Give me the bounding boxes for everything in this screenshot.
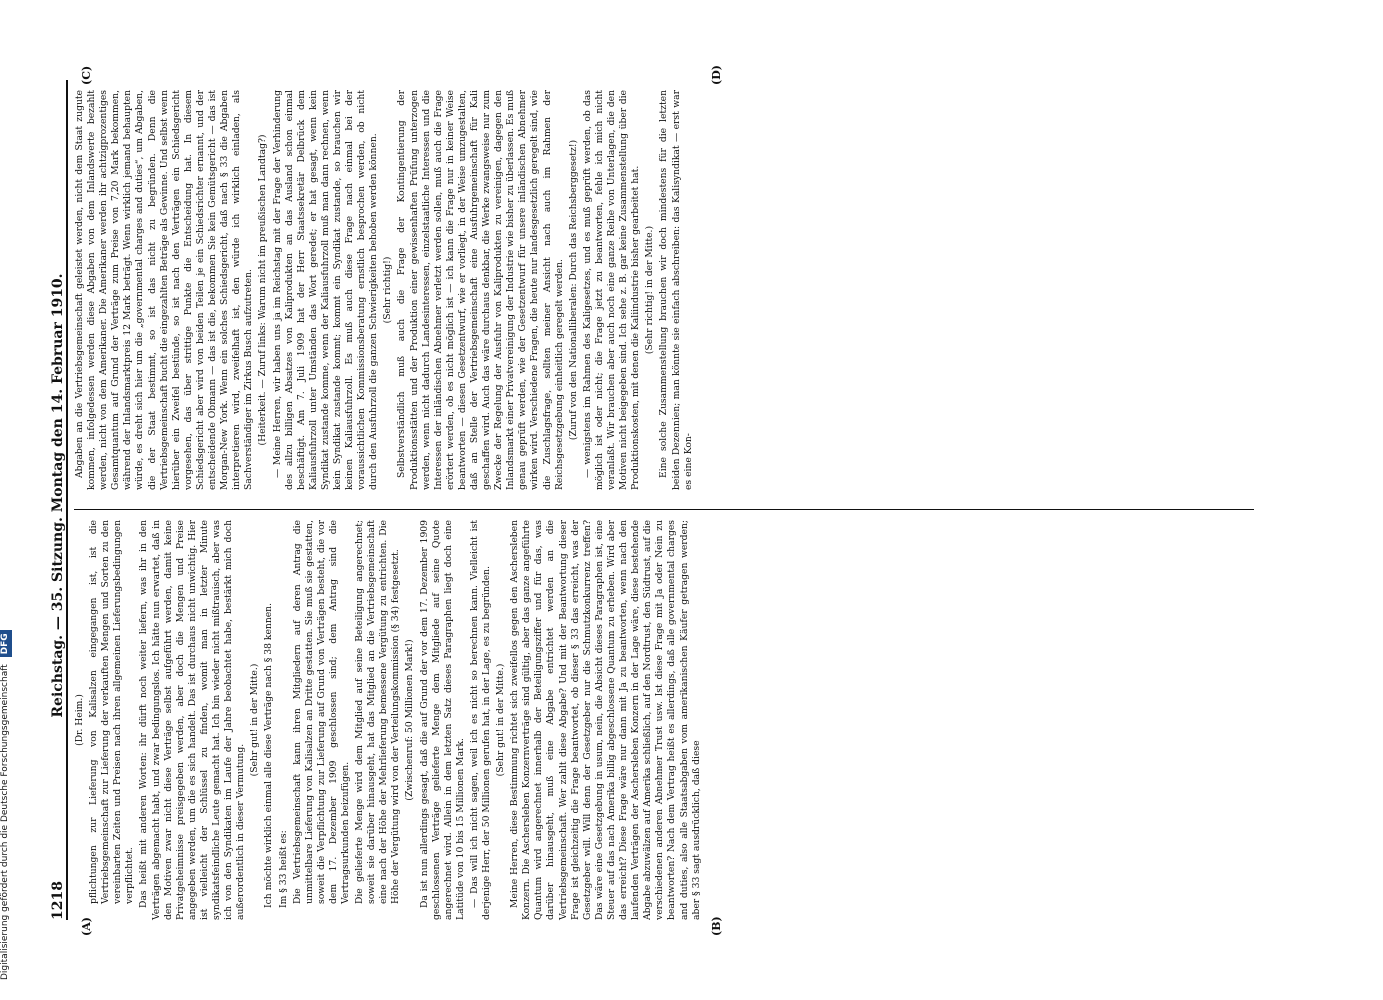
- interjection: (Zwischenruf: 50 Millionen Mark!): [404, 639, 416, 801]
- interjection: (Sehr richtig!): [382, 256, 394, 324]
- margin-letter-a: (A): [80, 917, 93, 936]
- body-paragraph: Das heißt mit anderen Worten: ihr dürft noch weiter liefern, was ihr in den Verträgen abgemacht habt, und zwar bedingungslos. Ich hätte nun erwartet, daß in den Motiven zwar nicht diese Verträge selbst aufgeführt werden, damit keine Privatgeheimnisse preisgegeben werden, aber doch die Mengen und Preise angegeben werden, um die es sich handelt. Das ist durchaus nicht unwichtig. Hier ist vielleicht der Schlüssel zu finden, womit man in letzter Minute syndikatsfeindliche Leute gemacht hat. Ich bin wieder nicht mißtrauisch, aber was ich von den Syndikaten im Laufe der Jahre beobachtet habe, bestärkt mich doch außerordentlich in dieser Vermutung.: [138, 520, 247, 920]
- interjection: (Sehr gut! in der Mitte.): [249, 663, 261, 777]
- margin-letter-b: (B): [710, 916, 723, 936]
- body-paragraph: Eine solche Zusammenstellung brauchen wir doch mindestens für die letzten beiden Dezennien; man könnte sie einfach abschreiben: das Kalisyndikat — erst war es eine Kon-: [658, 90, 694, 490]
- column-divider: [74, 509, 1254, 510]
- body-paragraph: — Meine Herren, wir haben uns ja im Reichstag mit der Frage der Verhinderung des allzu billigen Absatzes von Kaliprodukten an das Ausland schon einmal beschäftigt. Am 7. Juli 1909 hat der Herr Staatssekretär Delbrück dem Kaliausfuhrzoll unter Umständen das Wort geredet; er hat gesagt, wenn kein Syndikat zustande komme, wenn der Kaliausfuhrzoll muß man dann rechnen, wenn kein Syndikat zustande kommt; kommt ein Syndikat zustande, so brauchen wir keinen Kaliausfuhrzoll. Es muß auch diese Frage nach einmal bei der voraussichtlichen Kommissionsberatung ernstlich besprochen werden, ob nicht durch den Ausfuhrzoll die ganzen Schwierigkeiten behoben werden können.: [271, 90, 380, 490]
- quote-paragraph: pflichtungen zur Lieferung von Kalisalzen eingegangen ist, ist die Vertriebsgemeinschaft zur Lieferung der verkauften Mengen und Sorten zu den vereinbarten Zeiten und Preisen nach ihren allgemeinen Lieferungsbedingungen verpflichtet.: [88, 520, 136, 904]
- body-paragraph: — wenigstens im Rahmen des Kaligesetzes, und es muß geprüft werden, ob das möglich ist oder nicht; die Frage jetzt zu beantworten, fehle ich mich nicht veranlaßt. Wir brauchen aber auch noch eine ganze Reihe von Unterlagen, die den Motiven nicht beigegeben sind. Ich sehe z. B. gar keine Zusammenstellung über die Produktionskosten, mit denen die Kaliindustrie bisher gearbeitet hat.: [581, 90, 642, 490]
- margin-letter-d: (D): [710, 65, 723, 85]
- page-header: [44, 80, 68, 920]
- rotated-page-content: [40, 60, 1340, 940]
- document-page: [40, 60, 1340, 940]
- quote-paragraph: Die gelieferte Menge wird dem Mitglied auf seine Beteiligung angerechnet; soweit sie darüber hinausgeht, hat das Mitglied an die Vertriebsgemeinschaft eine nach der Höhe der Mehrlieferung bemessene Vergütung zu entrichten. Die Höhe der Vergütung wird von der Verteilungskommission (§ 34) festgesetzt.: [354, 520, 402, 904]
- quote-paragraph: Die Vertriebsgemeinschaft kann ihren Mitgliedern auf deren Antrag die unmittelbare Lieferung von Kalisalzen an Dritte gestatten. Sie muß sie gestatten, soweit die Verpflichtung zur Lieferung auf Grund von Verträgen besteht, die vor dem 17. Dezember 1909 geschlossen sind; dem Antrag sind die Vertragsurkunden beizufügen.: [291, 520, 351, 904]
- footer-credit: [0, 20, 12, 980]
- body-paragraph: Im § 33 heißt es:: [277, 830, 289, 908]
- interjection: (Heiterkeit. — Zuruf links: Warum nicht im preußischen Landtag?): [257, 134, 269, 446]
- body-paragraph: Meine Herren, diese Bestimmung richtet sich zweifellos gegen den Aschersleben Konzern. Die Aschersleben Konzernverträge sind gültig, aber das ganze angeführte Quantum wird angerechnet innerhalb der Beteiligungsziffer und für das, was darüber hinausgeht, muß eine Abgabe entrichtet werden an die Vertriebsgemeinschaft. Wer zahlt diese Abgabe? Und mit der Beantwortung dieser Frage ist gleichzeitig die Frage beantwortet, ob dieser § 33 das erreicht, was der Gesetzgeber will. Will denn der Gesetzgeber nur die Schmutzkonkurrenz treffen? Das wäre eine Gesetzgebung in usum, nein, die Absicht dieses Paragraphen ist, eine Steuer auf das nach Amerika billig abgeschlossene Quantum zu erheben. Wird aber das erreicht? Diese Frage wäre nur dann mit Ja zu beantworten, wenn nach den laufenden Verträgen der Aschersleben Konzern in der Lage wäre, diese bestehende Abgabe abzuwälzen auf Amerika schließlich, auf den Nordtrust, den Südtrust, auf die verschiedenen anderen Abnehmer Trust usw. Ist diese Frage mit Ja oder Nein zu beantworten? Nach dem Vertrag heißt es allerdings, daß alle governmental charges and duties, also alle Staatsabgaben vom amerikanischen Käufer getragen werden; aber § 33 sagt ausdrücklich, daß diese: [509, 520, 702, 920]
- footer-text: Digitalisierung gefördert durch die Deutsche Forschungsgemeinschaft: [0, 664, 10, 980]
- page-number: 1218: [50, 881, 66, 920]
- interjection: (Sehr richtig! in der Mitte.): [644, 225, 656, 355]
- interjection: (Sehr gut! in der Mitte.): [495, 663, 507, 777]
- body-paragraph: Da ist nun allerdings gesagt, daß die auf Grund der vor dem 17. Dezember 1909 geschlossenen Verträge gelieferte Menge dem Mitgliede auf seine Quote angerechnet wird. Allein in dem letzten Satz dieses Paragraphen liegt doch eine Latitüde von 10 bis 15 Millionen Mark.: [418, 520, 466, 920]
- running-title: Reichstag. — 35. Sitzung. Montag den 14. Februar 1910.: [50, 273, 66, 718]
- body-paragraph: Ich möchte wirklich einmal alle diese Verträge nach § 38 kennen.: [263, 602, 275, 908]
- interjection: (Zuruf von den Nationalliberalen: Durch das Reichsberggesetz!): [567, 139, 579, 441]
- body-paragraph: Selbstverständlich muß auch die Frage der Kontingentierung der Produktionsstätten und der Produktion einer gewissenhaften Prüfung unterzogen werden, wenn nicht dadurch Landesinteressen, einzelstaatliche Interessen und die Interessen der inländischen Abnehmer verletzt werden sollen, muß auch die Frage erörtert werden, ob es nicht möglich ist — ich kann die Frage nur in keiner Weise beantworten — diesen Gesetzentwurf, wie er vorliegt, in der Weise umzugestalten, daß an Stelle der Vertriebsgemeinschaft eine Ausfuhrgemeinschaft für Kali geschaffen wird. Auch das wäre durchaus denkbar, die Werke zwangsweise nur zum Zwecke der Regelung der Ausfuhr von Kaliprodukten zu vereinigen, dagegen den Inlandsmarkt einer Privatvereinigung der Industrie wie bisher zu überlassen. Es muß genau geprüft werden, wie der Gesetzentwurf für unsere inländischen Abnehmer wirken wird. Verschiedene Fragen, die heute nur landesgesetzlich geregelt sind, wie die Zuschlagsfrage, sollten meiner Ansicht nach auch im Rahmen der Reichsgesetzgebung einheitlich geregelt werden.: [396, 90, 565, 490]
- speaker-label: (Dr. Heim.): [74, 694, 85, 746]
- left-column: [74, 520, 705, 920]
- right-column: [74, 90, 697, 490]
- body-paragraph: — Das will ich nicht sagen, weil ich es nicht so berechnen kann. Vielleicht ist derjenige Herr, der 50 Millionen gerufen hat, in der Lage, es zu begründen.: [468, 520, 492, 920]
- margin-letter-c: (C): [80, 65, 93, 85]
- body-paragraph: Abgaben an die Vertriebsgemeinschaft geleistet werden, nicht dem Staat zugute kommen, infolgedessen werden diese Abgaben von dem Inlandswerte bezahlt werden, nicht von dem Amerikaner. Die Amerikaner werden ihr achtzigprozentiges Gesamtquantum auf Grund der Verträge zum Preise von 7,20 Mark bekommen, während der Inlandsmarktpreis 12 Mark beträgt. Wenn wirklich jemand behaupten würde, es dreht sich hier um die „governmental charges and duties“, um Abgaben, die der Staat bestimmt, so ist das nicht zu begründen. Denn die Vertriebsgemeinschaft bucht die eingezahlten Beträge als Gewinne. Und selbst wenn hierüber ein Zweifel bestünde, so ist nach den Verträgen ein Schiedsgericht vorgesehen, das über strittige Punkte die Entscheidung hat. In diesem Schiedsgericht aber wird von beiden Teilen je ein Schiedsrichter ernannt, und der entscheidende Obmann — das ist die, bekommen Sie kein Gemütsgericht — das ist Morgan-New York. Wenn ein solches Schiedsgericht, daß nach § 33 die Abgaben interpretieren wird, zweifelhaft ist, den würde ich wirklich einladen, als Sachverständiger im Zirkus Busch aufzutreten.: [74, 90, 255, 490]
- dfg-logo: DFG: [0, 630, 12, 657]
